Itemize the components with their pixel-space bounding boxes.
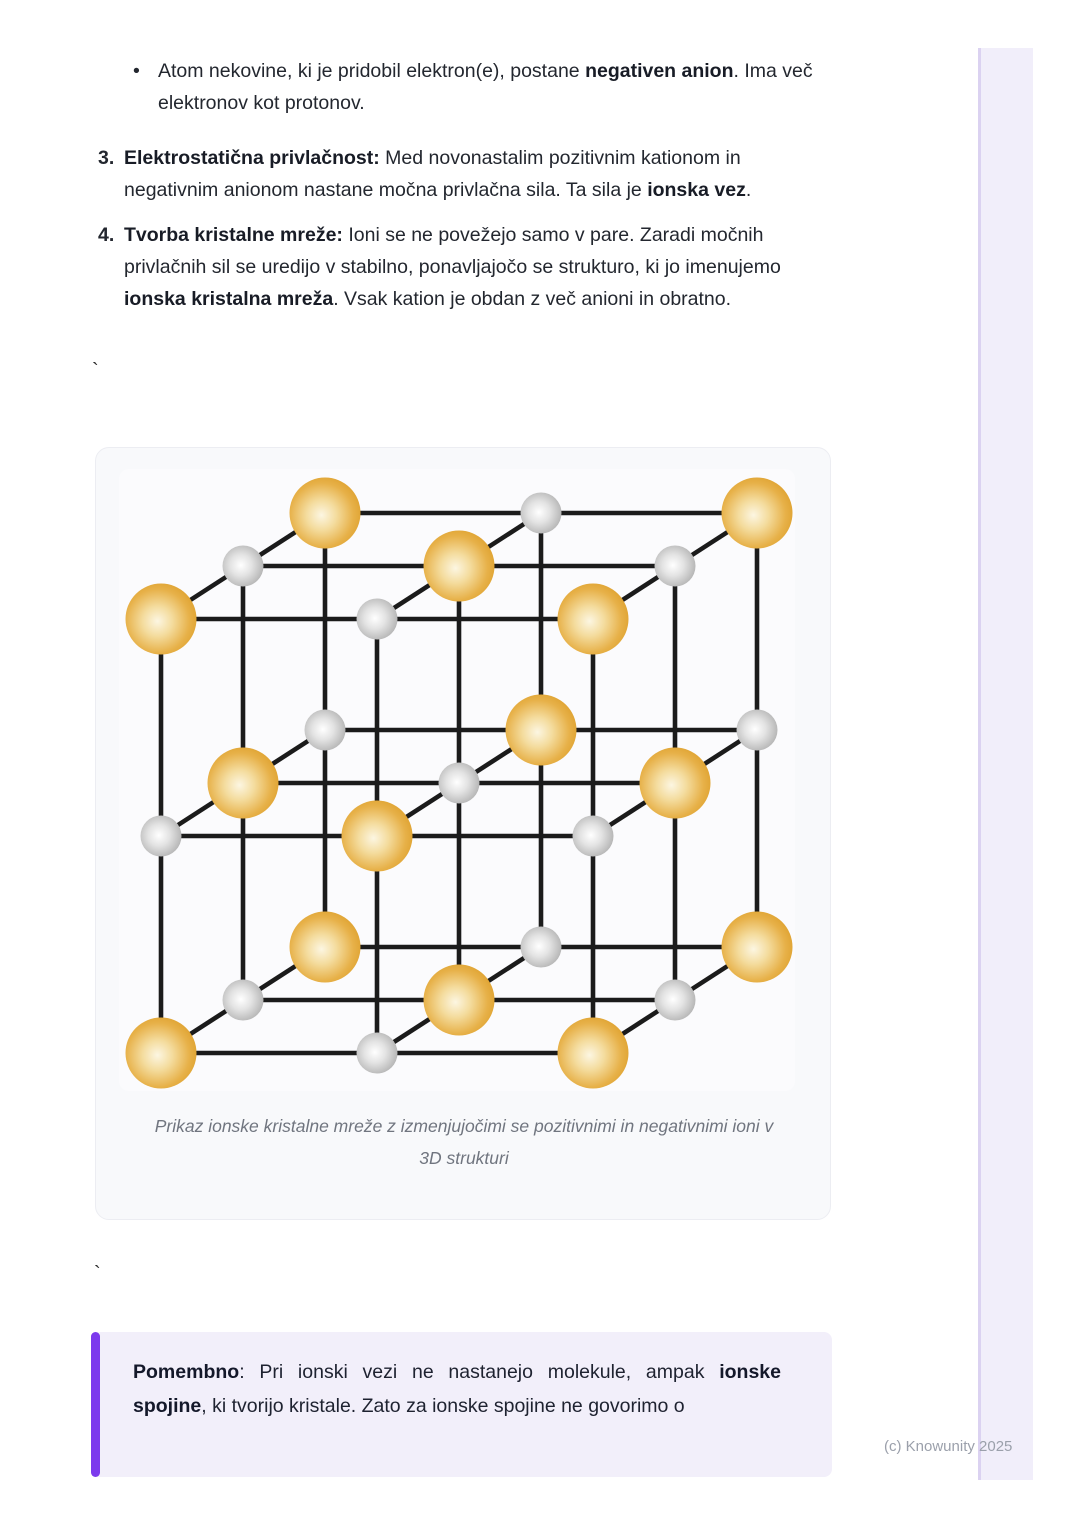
crystal-lattice-image — [119, 469, 795, 1091]
list-number-3: 3. — [98, 147, 115, 169]
crystal-lattice-diagram — [119, 469, 795, 1091]
list-item-4-text: Tvorba kristalne mreže: Ioni se ne povežejo samo v pare. Zaradi močnih privlačnih sil se uredijo v stabilno, ponavljajočo se strukturo, ki jo imenujemo ionska kristalna mreža. Vsak kation je obdan z več anioni in obratno. — [124, 224, 781, 310]
list-number-4: 4. — [98, 224, 115, 246]
figure-card — [95, 447, 831, 1220]
figure-caption: Prikaz ionske kristalne mreže z izmenjujočimi se pozitivnimi in negativnimi ioni v 3D strukturi — [154, 1116, 774, 1168]
stray-backtick-2: ` — [94, 1263, 101, 1285]
callout-text: Pomembno: Pri ionski vezi ne nastanejo molekule, ampak ionske spojine, ki tvorijo kristale. Zato za ionske spojine ne govorimo o — [133, 1361, 781, 1417]
bullet-icon: • — [133, 60, 140, 82]
bullet-item-text: Atom nekovine, ki je pridobil elektron(e), postane negativen anion. Ima več elektronov kot protonov. — [158, 60, 813, 114]
copyright-watermark: (c) Knowunity 2025 — [884, 1438, 1013, 1455]
important-callout — [91, 1332, 832, 1477]
right-scroll-strip[interactable] — [978, 48, 1033, 1480]
callout-accent-bar — [91, 1332, 100, 1477]
list-item-3-text: Elektrostatična privlačnost: Med novonastalim pozitivnim kationom in negativnim anionom nastane močna privlačna sila. Ta sila je ionska vez. — [124, 147, 752, 201]
stray-backtick-1: ` — [92, 360, 99, 382]
